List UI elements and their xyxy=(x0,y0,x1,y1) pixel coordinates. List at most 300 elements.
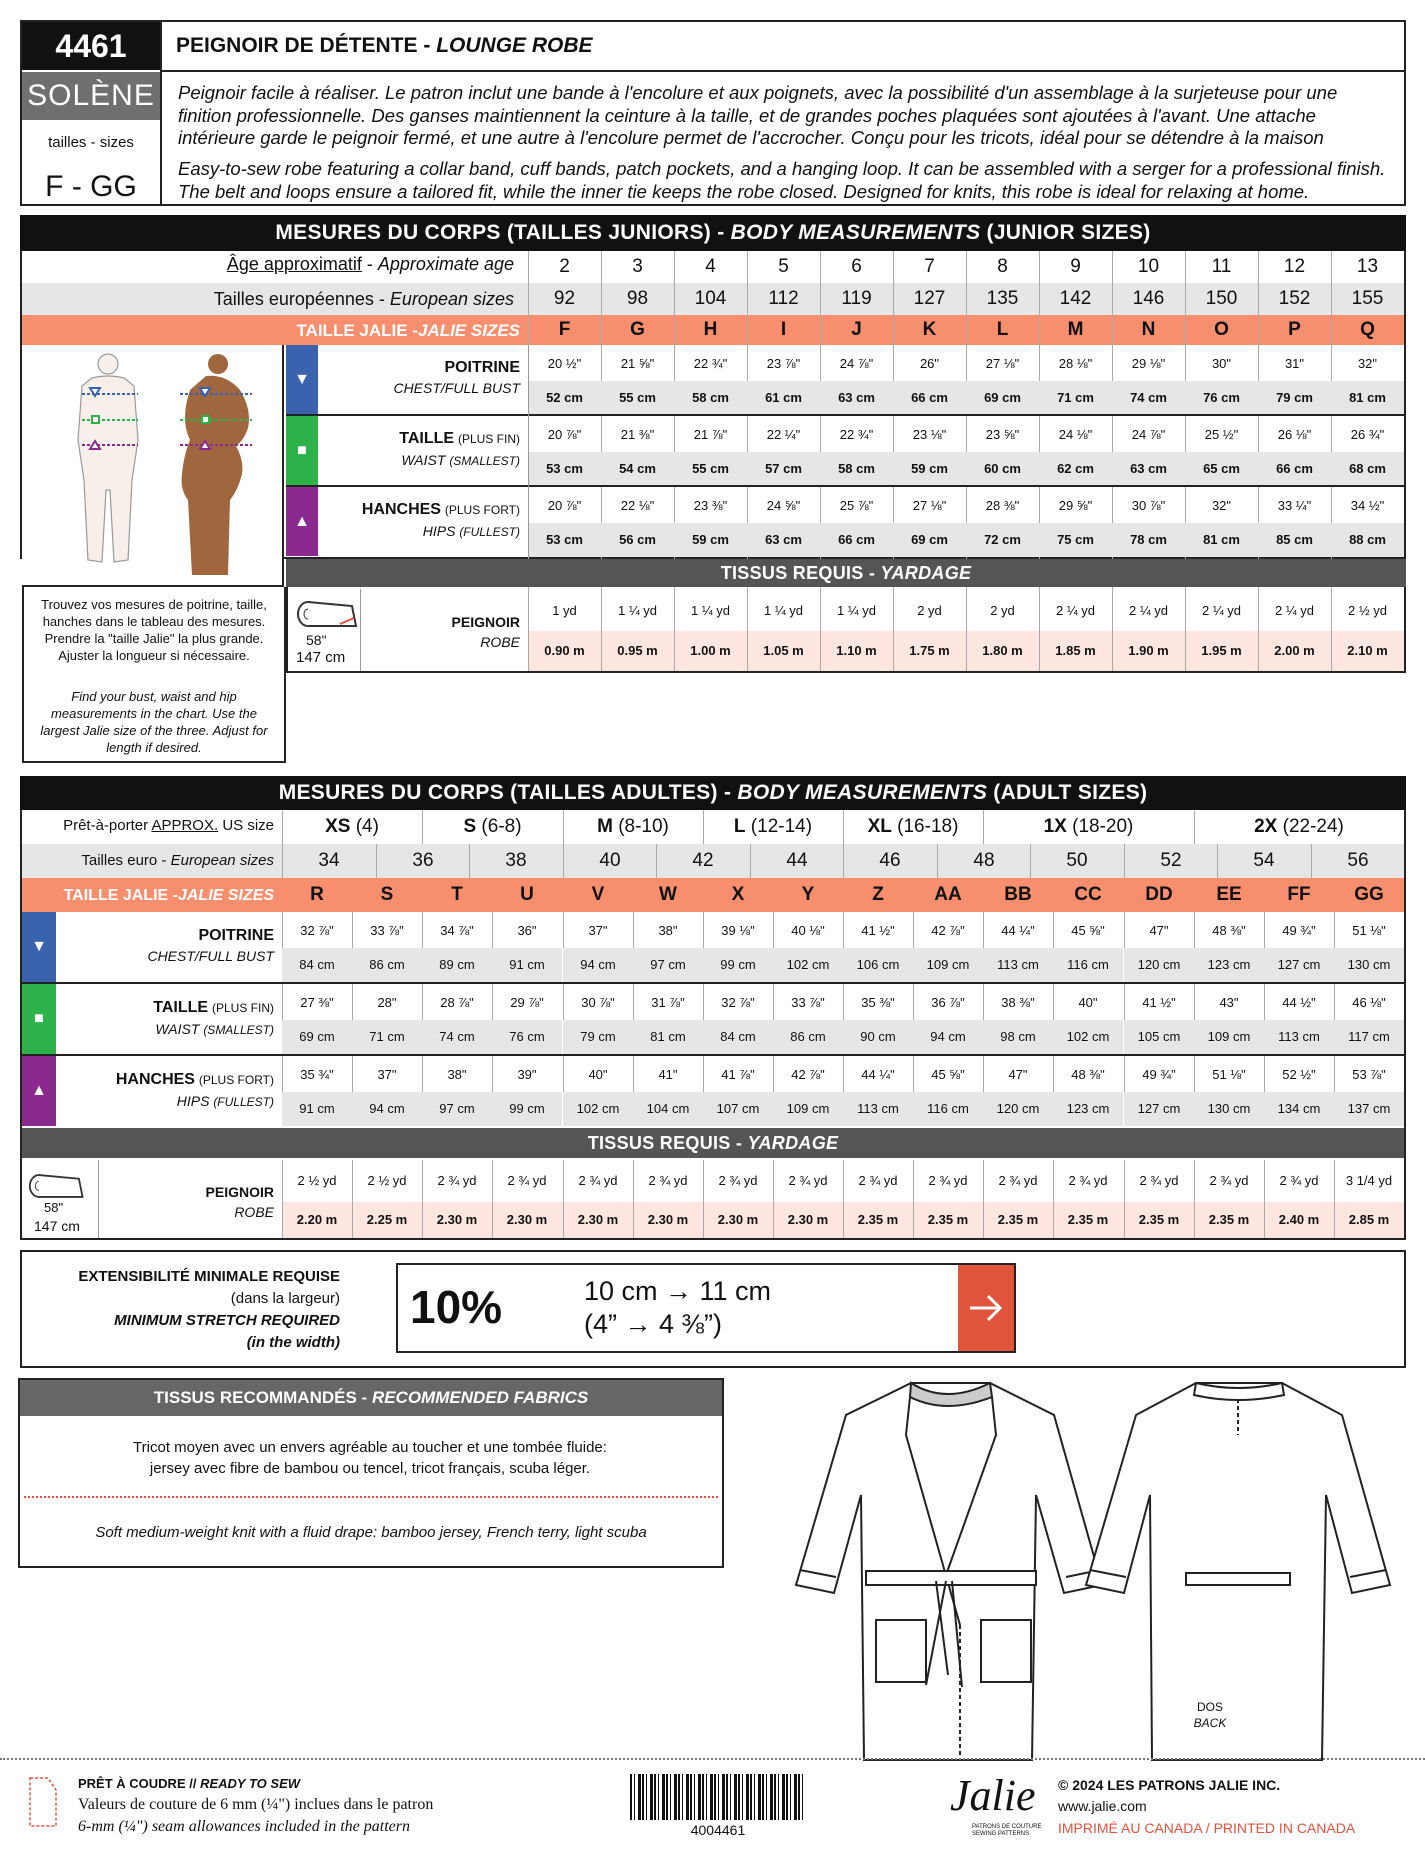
jalie-logo-sub: PATRONS DE COUTURE SEWING PATTERNS xyxy=(972,1824,1042,1837)
table-cell: 2.35 m xyxy=(927,1212,969,1227)
table-cell: 61 cm xyxy=(747,381,820,415)
table-cell: 63 cm xyxy=(1112,452,1185,486)
junior-title-bar: MESURES DU CORPS (TAILLES JUNIORS) - BODY MEASUREMENTS (JUNIOR SIZES) xyxy=(20,215,1406,251)
table-cell: 92 xyxy=(553,288,576,309)
table-cell: 2 ¾ yd xyxy=(1209,1173,1249,1188)
table-cell: 48 ⅜" xyxy=(1212,923,1246,938)
table-cell: 23 ⅝" xyxy=(985,427,1020,442)
euro-adult-fr: Tailles euro xyxy=(81,852,158,869)
table-cell: 54 xyxy=(1253,850,1275,871)
rtw-us: (6-8) xyxy=(476,816,522,837)
table-cell: 24 ⅝" xyxy=(766,498,801,513)
chest-fr: POITRINE xyxy=(444,359,520,376)
table-cell: 5 xyxy=(778,256,789,277)
table-cell: 71 cm xyxy=(352,1020,422,1054)
arrow-right-icon xyxy=(966,1288,1006,1328)
junior-yd-divider xyxy=(360,589,361,671)
table-cell: 104 xyxy=(694,288,727,309)
rtw-size xyxy=(703,810,843,844)
table-cell: 63 cm xyxy=(820,381,893,415)
table-cell: 2 ¾ yd xyxy=(1139,1173,1179,1188)
description-en: Easy-to-sew robe featuring a collar band, cuff bands, patch pockets, and a hanging loop. It can be assembled with a serger for a professional finish. The belt and loops ensure a tailored fit, while the inner tie keeps the robe closed. Designed for knits, this robe is ideal for relaxing at home. xyxy=(178,158,1386,202)
table-cell: 72 cm xyxy=(966,523,1039,557)
table-cell: 52 ½" xyxy=(1282,1067,1316,1082)
table-cell: 20 ⅞" xyxy=(547,498,582,513)
table-cell: H xyxy=(703,319,718,340)
jalie-en: JALIE SIZES xyxy=(177,887,274,904)
rtw-approx: APPROX. xyxy=(151,817,219,834)
table-cell: 2 ¾ yd xyxy=(648,1173,688,1188)
table-cell: 2.30 m xyxy=(577,1212,619,1227)
table-cell: 76 cm xyxy=(1185,381,1258,415)
table-cell: 1 yd xyxy=(552,603,577,618)
sizes-label: tailles - sizes xyxy=(48,134,134,151)
table-cell: O xyxy=(1214,319,1229,340)
table-cell: 91 cm xyxy=(492,948,562,982)
table-cell: 113 cm xyxy=(983,948,1053,982)
table-cell: 56 xyxy=(1347,850,1369,871)
table-cell: 28 ⅜" xyxy=(985,498,1020,513)
table-cell: 27 ⅛" xyxy=(985,356,1020,371)
table-cell: 51 ⅛" xyxy=(1352,923,1386,938)
junior-waist-label xyxy=(320,428,520,472)
table-cell: 75 cm xyxy=(1039,523,1112,557)
rtw-size xyxy=(1194,810,1404,844)
table-cell: 25 ⅞" xyxy=(839,498,874,513)
ready-en: READY TO SEW xyxy=(200,1776,301,1791)
table-cell: K xyxy=(922,319,937,340)
table-cell: 3 1/4 yd xyxy=(1345,1173,1393,1188)
table-cell: 13 xyxy=(1356,256,1379,277)
table-cell: 30 ⅞" xyxy=(1131,498,1166,513)
table-cell: 1 ¼ yd xyxy=(836,603,877,618)
table-cell: 2 ½ yd xyxy=(297,1173,337,1188)
table-cell: 11 xyxy=(1211,256,1232,277)
table-cell: G xyxy=(630,319,645,340)
table-cell: 97 cm xyxy=(633,948,703,982)
table-cell: 37" xyxy=(377,1067,397,1082)
table-cell: 2.30 m xyxy=(506,1212,548,1227)
waist-en: WAIST xyxy=(155,1021,200,1037)
stretch-label-en: MINIMUM STRETCH REQUIRED xyxy=(114,1312,340,1329)
table-cell: 2.35 m xyxy=(1138,1212,1180,1227)
fabrics-divider xyxy=(24,1496,718,1498)
table-cell: 142 xyxy=(1059,288,1092,309)
ready-fr: PRÊT À COUDRE // xyxy=(78,1776,197,1791)
rtw-letter: 2X xyxy=(1254,816,1278,837)
jalie-en: JALIE SIZES xyxy=(417,321,520,340)
table-cell: S xyxy=(380,884,394,905)
chest-marker-adult: ▼ xyxy=(22,912,56,982)
page-title xyxy=(176,34,593,58)
table-cell: 98 cm xyxy=(983,1020,1053,1054)
table-cell: 26 ¾" xyxy=(1350,427,1385,442)
junior-note-en: Find your bust, waist and hip measurements in the chart. Use the largest Jalie size of the three. Adjust for length if desired. xyxy=(40,689,268,755)
table-cell: 99 cm xyxy=(492,1092,562,1126)
description-fr: Peignoir facile à réaliser. Le patron inclut une bande à l'encolure et aux poignets, avec la possibilité d'un assemblage à la surjeteuse pour une finition professionnelle. Des ganses maintiennent la ceinture à la taille, et de grandes poches plaquées sont ajoutées à l'avant. Une attache intérieure garde le peignoir fermé, et une autre à l'encolure permet de l'accrocher. Conçu pour les tricots, idéal pour se détendre à la maison xyxy=(178,82,1338,148)
table-cell: 2.25 m xyxy=(366,1212,408,1227)
table-cell: CC xyxy=(1074,884,1102,905)
age-en: Approximate age xyxy=(377,254,514,274)
table-cell: 109 cm xyxy=(913,948,983,982)
table-cell: 24 ⅞" xyxy=(839,356,874,371)
euro-en: European sizes xyxy=(389,289,514,309)
table-cell: 2 ¼ yd xyxy=(1055,603,1096,618)
table-cell: 123 cm xyxy=(1194,948,1264,982)
table-cell: 79 cm xyxy=(563,1020,633,1054)
junior-labels-divider xyxy=(528,345,529,557)
table-cell: 2 ¾ yd xyxy=(998,1173,1038,1188)
table-cell: 2 ½ yd xyxy=(1347,603,1388,618)
table-cell: 2 ¾ yd xyxy=(1279,1173,1319,1188)
table-cell: 86 cm xyxy=(773,1020,843,1054)
table-cell: 22 ¾" xyxy=(693,356,728,371)
fabrics-title-en: RECOMMENDED FABRICS xyxy=(371,1388,589,1407)
table-cell: 1.95 m xyxy=(1201,643,1242,658)
table-cell: I xyxy=(780,319,787,340)
table-cell: 33 ⅞" xyxy=(791,995,825,1010)
hips-en2: (FULLEST) xyxy=(213,1095,274,1109)
fabric-roll-icon xyxy=(296,594,362,634)
waist-fr2: (PLUS FIN) xyxy=(211,1001,274,1015)
adult-title-en2: (ADULT SIZES) xyxy=(993,781,1148,804)
table-cell: 42 ⅞" xyxy=(931,923,965,938)
table-cell: 44 xyxy=(786,850,808,871)
table-cell: 38" xyxy=(658,923,678,938)
table-cell: 27 ⅜" xyxy=(300,995,334,1010)
table-cell: 38 ⅜" xyxy=(1001,995,1035,1010)
table-cell: 39" xyxy=(517,1067,537,1082)
table-cell: 2.85 m xyxy=(1348,1212,1390,1227)
adult-waist-label xyxy=(70,997,274,1041)
table-cell: 113 cm xyxy=(843,1092,913,1126)
table-cell: 36 ⅞" xyxy=(931,995,965,1010)
table-cell: 74 cm xyxy=(1112,381,1185,415)
rtw-size xyxy=(422,810,563,844)
table-cell: 123 cm xyxy=(1053,1092,1123,1126)
table-cell: 66 cm xyxy=(893,381,966,415)
jalie-fr: TAILLE JALIE xyxy=(296,321,408,340)
table-cell: T xyxy=(451,884,463,905)
table-cell: 44 ¼" xyxy=(861,1067,895,1082)
table-cell: 1.10 m xyxy=(836,643,877,658)
table-cell: 66 cm xyxy=(1258,452,1331,486)
table-cell: 55 cm xyxy=(674,452,747,486)
waist-fr: TAILLE xyxy=(153,999,209,1016)
table-cell: 40" xyxy=(588,1067,608,1082)
table-cell: 116 cm xyxy=(1053,948,1123,982)
junior-chest-label xyxy=(320,357,520,399)
chest-en: CHEST/FULL BUST xyxy=(393,380,520,396)
fabrics-title-bar: TISSUS RECOMMANDÉS - RECOMMENDED FABRICS xyxy=(20,1380,722,1416)
table-cell: 52 cm xyxy=(528,381,601,415)
adult-euro-row xyxy=(282,844,1404,878)
table-cell: 46 ⅛" xyxy=(1352,995,1386,1010)
table-cell: 2 ¾ yd xyxy=(718,1173,758,1188)
table-cell: 116 cm xyxy=(913,1092,983,1126)
junior-size-label: TAILLE JALIE -JALIE SIZES xyxy=(296,321,520,340)
table-cell: 58 cm xyxy=(674,381,747,415)
table-cell: 34 ⅞" xyxy=(440,923,474,938)
hips-marker-junior: ▲ xyxy=(286,487,318,556)
table-cell: 28 ⅞" xyxy=(440,995,474,1010)
footer-divider xyxy=(0,1758,1425,1760)
junior-hips-label xyxy=(320,499,520,543)
yardage-fr: TISSUS REQUIS xyxy=(587,1132,731,1153)
table-cell: 81 cm xyxy=(633,1020,703,1054)
table-cell: 8 xyxy=(997,256,1008,277)
junior-age-label xyxy=(24,254,514,275)
barcode xyxy=(630,1774,806,1820)
table-cell: 1 ¼ yd xyxy=(690,603,731,618)
table-cell: 2.30 m xyxy=(787,1212,829,1227)
rtw-size xyxy=(282,810,422,844)
table-cell: 58 cm xyxy=(820,452,893,486)
header-divider-v xyxy=(160,22,162,204)
table-cell: 33 ⅞" xyxy=(370,923,404,938)
rtw-size xyxy=(983,810,1194,844)
junior-row-lines xyxy=(286,414,1404,416)
sep: - xyxy=(373,289,390,309)
table-cell: 69 cm xyxy=(966,381,1039,415)
table-cell: 119 xyxy=(841,288,872,309)
junior-euro-label xyxy=(24,289,514,310)
table-cell: 49 ¾" xyxy=(1142,1067,1176,1082)
table-cell: 25 ½" xyxy=(1204,427,1239,442)
adult-rtw-row xyxy=(282,810,1404,844)
table-cell: 81 cm xyxy=(1331,381,1404,415)
adult-size-label: TAILLE JALIE -JALIE SIZES xyxy=(63,887,274,904)
adult-yd-divider xyxy=(98,1160,99,1238)
table-cell: 26" xyxy=(919,356,940,371)
table-cell: V xyxy=(591,884,605,905)
table-cell: 117 cm xyxy=(1334,1020,1404,1054)
table-cell: 2 ¾ yd xyxy=(788,1173,828,1188)
table-cell: AA xyxy=(934,884,962,905)
hips-fr2: (PLUS FORT) xyxy=(444,503,520,517)
table-cell: 94 cm xyxy=(913,1020,983,1054)
table-cell: M xyxy=(1067,319,1084,340)
table-cell: 78 cm xyxy=(1112,523,1185,557)
rtw-us: (18-20) xyxy=(1066,816,1134,837)
table-cell: 109 cm xyxy=(773,1092,843,1126)
table-cell: 34 xyxy=(318,850,340,871)
rtw-fr: Prêt-à-porter xyxy=(63,817,149,834)
size-range: F - GG xyxy=(45,170,137,203)
table-cell: 23 ⅛" xyxy=(912,427,947,442)
table-cell: 32 ⅞" xyxy=(300,923,334,938)
table-cell: 1.75 m xyxy=(909,643,950,658)
table-cell: 2 ¾ yd xyxy=(928,1173,968,1188)
robe-fr: PEIGNOIR xyxy=(205,1184,274,1200)
table-cell: 20 ⅞" xyxy=(547,427,582,442)
fabrics-en: Soft medium-weight knit with a fluid drape: bamboo jersey, French terry, light scuba xyxy=(95,1524,647,1541)
table-cell: 22 ¾" xyxy=(839,427,874,442)
table-cell: 1.85 m xyxy=(1055,643,1096,658)
table-cell: GG xyxy=(1354,884,1384,905)
table-cell: 2.35 m xyxy=(1067,1212,1109,1227)
table-cell: U xyxy=(520,884,534,905)
table-cell: 30 ⅞" xyxy=(581,995,615,1010)
table-cell: 88 cm xyxy=(1331,523,1404,557)
table-cell: 135 xyxy=(986,288,1019,309)
table-cell: 45 ⅝" xyxy=(1071,923,1105,938)
table-cell: 10 xyxy=(1137,256,1160,277)
table-cell: 22 ¼" xyxy=(766,427,801,442)
table-cell: 40" xyxy=(1078,995,1098,1010)
table-cell: 2.20 m xyxy=(296,1212,338,1227)
table-cell: 36 xyxy=(412,850,434,871)
table-cell: 130 cm xyxy=(1334,948,1404,982)
table-cell: 2.00 m xyxy=(1274,643,1315,658)
rtw-letter: L xyxy=(733,816,746,837)
table-cell: 29 ⅞" xyxy=(510,995,544,1010)
adult-title-en: BODY MEASUREMENTS xyxy=(737,781,988,804)
table-cell: 0.90 m xyxy=(544,643,585,658)
table-cell: 99 cm xyxy=(703,948,773,982)
table-cell: P xyxy=(1288,319,1301,340)
table-cell: 38" xyxy=(447,1067,467,1082)
table-cell: 21 ⅜" xyxy=(620,427,655,442)
rtw-letter: XS xyxy=(325,816,351,837)
fabric-width-cm: 147 cm xyxy=(296,649,346,666)
table-cell: 109 cm xyxy=(1194,1020,1264,1054)
table-cell: 2.35 m xyxy=(997,1212,1039,1227)
table-cell: W xyxy=(659,884,677,905)
table-cell: 20 ½" xyxy=(547,356,582,371)
table-cell: 29 ⅛" xyxy=(1131,356,1166,371)
fabrics-title-fr: TISSUS RECOMMANDÉS xyxy=(153,1388,357,1407)
junior-title-fr: MESURES DU CORPS (TAILLES JUNIORS) xyxy=(275,221,712,244)
table-cell: 48 xyxy=(973,850,995,871)
fabric-width-in-adult: 58" xyxy=(44,1200,64,1215)
table-cell: 2.10 m xyxy=(1347,643,1388,658)
table-cell: 84 cm xyxy=(703,1020,773,1054)
front-robe-drawing xyxy=(796,1383,1102,1760)
rtw-letter: 1X xyxy=(1043,816,1067,837)
table-cell: 22 ⅛" xyxy=(620,498,655,513)
table-cell: 21 ⅞" xyxy=(693,427,728,442)
fabric-width-cm-adult: 147 cm xyxy=(34,1218,80,1234)
robe-en: ROBE xyxy=(480,634,520,650)
hips-fr: HANCHES xyxy=(361,501,441,518)
adult-title-bar: MESURES DU CORPS (TAILLES ADULTES) - BODY MEASUREMENTS (ADULT SIZES) xyxy=(20,776,1406,810)
stretch-labels xyxy=(30,1266,340,1354)
table-cell: X xyxy=(731,884,745,905)
waist-en2: (SMALLEST) xyxy=(203,1023,274,1037)
waist-marker-adult: ■ xyxy=(22,984,56,1054)
table-cell: 40 xyxy=(599,850,621,871)
header-divider-h xyxy=(160,70,1406,72)
stretch-percent: 10% xyxy=(410,1281,503,1333)
table-cell: 23 ⅞" xyxy=(766,356,801,371)
table-cell: 112 xyxy=(768,288,799,309)
hips-marker-adult: ▲ xyxy=(22,1056,56,1126)
waist-marker-junior: ■ xyxy=(286,416,318,485)
table-cell: 1 ¼ yd xyxy=(763,603,804,618)
table-cell: 24 ⅞" xyxy=(1131,427,1166,442)
table-cell: 42 ⅞" xyxy=(791,1067,825,1082)
table-cell: Y xyxy=(801,884,815,905)
copyright: © 2024 LES PATRONS JALIE INC. xyxy=(1058,1777,1281,1793)
table-cell: 2 yd xyxy=(917,603,942,618)
table-cell: 48 ⅜" xyxy=(1071,1067,1105,1082)
table-cell: 51 ⅛" xyxy=(1212,1067,1246,1082)
chest-en: CHEST/FULL BUST xyxy=(147,948,274,964)
table-cell: 152 xyxy=(1278,288,1311,309)
table-cell: 4 xyxy=(705,256,716,277)
table-cell: 91 cm xyxy=(282,1092,352,1126)
table-cell: 31" xyxy=(1284,356,1305,371)
table-cell: 7 xyxy=(924,256,935,277)
yardage-en: YARDAGE xyxy=(880,562,972,583)
table-cell: 41 ⅞" xyxy=(721,1067,755,1082)
back-label-en: BACK xyxy=(1193,1716,1227,1730)
junior-row-lines2 xyxy=(286,485,1404,487)
robe-technical-drawing xyxy=(786,1375,1406,1770)
table-cell: 105 cm xyxy=(1124,1020,1194,1054)
website-link[interactable]: www.jalie.com xyxy=(1058,1798,1147,1814)
adult-rtw-label xyxy=(24,817,274,834)
junior-robe-label xyxy=(380,612,520,652)
front-figure xyxy=(78,354,138,562)
table-cell: 63 cm xyxy=(747,523,820,557)
junior-title-en: BODY MEASUREMENTS xyxy=(730,221,981,244)
table-cell: 104 cm xyxy=(633,1092,703,1126)
adult-title-fr: MESURES DU CORPS (TAILLES ADULTES) xyxy=(278,781,718,804)
table-cell: 146 xyxy=(1132,288,1165,309)
waist-en2: (SMALLEST) xyxy=(449,454,520,468)
rtw-letter: S xyxy=(463,816,477,837)
table-cell: 1.00 m xyxy=(690,643,731,658)
hips-en: HIPS xyxy=(176,1093,210,1109)
table-cell: 69 cm xyxy=(893,523,966,557)
table-cell: 66 cm xyxy=(820,523,893,557)
table-cell: 2 xyxy=(559,256,570,277)
seam-fr: Valeurs de couture de 6 mm (¼") inclues dans le patron xyxy=(78,1796,434,1813)
table-cell: 127 cm xyxy=(1264,948,1334,982)
jalie-fr: TAILLE JALIE xyxy=(63,887,169,904)
adult-row-line2 xyxy=(22,1054,1404,1056)
table-cell: 2.30 m xyxy=(647,1212,689,1227)
table-cell: 134 cm xyxy=(1264,1092,1334,1126)
rtw-letter: M xyxy=(597,816,613,837)
table-cell: 2.35 m xyxy=(1208,1212,1250,1227)
sep: - xyxy=(361,254,378,274)
stretch-label-fr2: (dans la largeur) xyxy=(230,1290,340,1307)
table-cell: 43" xyxy=(1219,995,1239,1010)
table-cell: 2 yd xyxy=(990,603,1015,618)
table-cell: 28 ⅛" xyxy=(1058,356,1093,371)
sep: - xyxy=(157,852,171,869)
fabrics-fr: Tricot moyen avec un envers agréable au toucher et une tombée fluide: jersey avec fibre de bambou ou tencel, tricot français, scuba léger. xyxy=(133,1439,607,1477)
table-cell: Q xyxy=(1360,319,1375,340)
table-cell: 1.90 m xyxy=(1128,643,1169,658)
pattern-number: 4461 xyxy=(22,22,160,70)
table-cell: 31 ⅞" xyxy=(651,995,685,1010)
table-cell: 21 ⅝" xyxy=(620,356,655,371)
rtw-us: (22-24) xyxy=(1277,816,1344,837)
table-cell: 3 xyxy=(632,256,643,277)
stretch-arrow-box xyxy=(958,1265,1014,1351)
title-fr: PEIGNOIR DE DÉTENTE xyxy=(176,34,418,57)
barcode-number: 4004461 xyxy=(690,1822,746,1838)
euro-adult-en: European sizes xyxy=(170,852,274,869)
junior-title-en2: (JUNIOR SIZES) xyxy=(986,221,1151,244)
hips-en: HIPS xyxy=(422,523,456,539)
rtw-en: US size xyxy=(222,817,274,834)
table-cell: F xyxy=(558,319,571,340)
